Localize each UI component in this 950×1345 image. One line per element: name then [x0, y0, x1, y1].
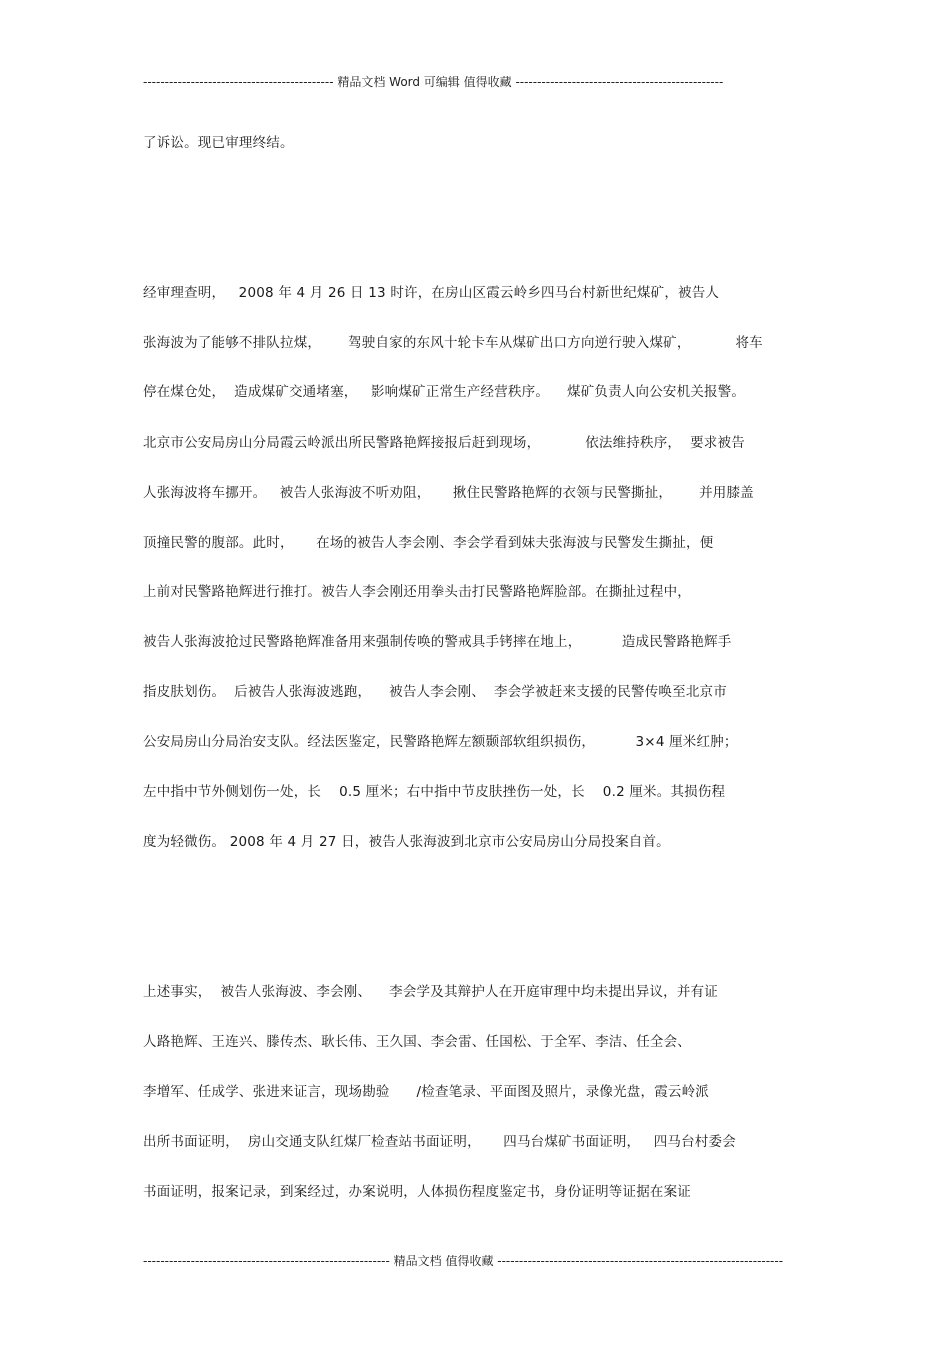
- text-line: 北京市公安局房山分局霞云岭派出所民警路艳辉接报后赶到现场， 依法维持秩序， 要求被告: [143, 435, 745, 451]
- text-line: 被告人张海波抢过民警路艳辉准备用来强制传唤的警戒具手铐摔在地上， 造成民警路艳辉手: [143, 634, 732, 650]
- text-line: 经审理查明， 2008 年 4 月 26 日 13 时许，在房山区霞云岭乡四马台村新世纪煤矿，被告人: [143, 285, 720, 301]
- text-line: 左中指中节外侧划伤一处，长 0.5 厘米；右中指中节皮肤挫伤一处，长 0.2 厘米。其损伤程: [143, 784, 726, 800]
- text-line: 了诉讼。现已审理终结。: [143, 135, 294, 151]
- text-line: 李增军、任成学、张进来证言，现场勘验 /检查笔录、平面图及照片，录像光盘，霞云岭派: [143, 1084, 709, 1100]
- text-line: 顶撞民警的腹部。此时， 在场的被告人李会刚、李会学看到妹夫张海波与民警发生撕扯，便: [143, 535, 714, 551]
- text-line: 人张海波将车挪开。 被告人张海波不听劝阻， 揪住民警路艳辉的衣领与民警撕扯， 并用膝盖: [143, 485, 754, 501]
- text-line: 上述事实， 被告人张海波、李会刚、 李会学及其辩护人在开庭审理中均未提出异议，并有证: [143, 984, 718, 1000]
- page-footer: --------------------------------------------------------- 精品文档 值得收藏 ------------------------------------------------------------------: [143, 1254, 784, 1268]
- text-line: 上前对民警路艳辉进行推打。被告人李会刚还用拳头击打民警路艳辉脸部。在撕扯过程中，: [143, 584, 691, 600]
- text-line: 停在煤仓处， 造成煤矿交通堵塞， 影响煤矿正常生产经营秩序。 煤矿负责人向公安机关报警。: [143, 384, 746, 400]
- text-line: 张海波为了能够不排队拉煤， 驾驶自家的东风十轮卡车从煤矿出口方向逆行驶入煤矿， 将车: [143, 335, 763, 351]
- text-line: 出所书面证明， 房山交通支队红煤厂检查站书面证明， 四马台煤矿书面证明， 四马台村委会: [143, 1134, 736, 1150]
- text-line: 公安局房山分局治安支队。经法医鉴定，民警路艳辉左额颞部软组织损伤， 3×4 厘米红肿；: [143, 734, 738, 750]
- page-header: -------------------------------------------- 精品文档 Word 可编辑 值得收藏 ------------------------------------------------: [143, 75, 724, 89]
- text-line: 指皮肤划伤。 后被告人张海波逃跑， 被告人李会刚、 李会学被赶来支援的民警传唤至北京市: [143, 684, 727, 700]
- text-line: 人路艳辉、王连兴、滕传杰、耿长伟、王久国、李会雷、任国松、于全军、李洁、任全会、: [143, 1034, 691, 1050]
- text-line: 书面证明，报案记录，到案经过，办案说明，人体损伤程度鉴定书，身份证明等证据在案证: [143, 1184, 691, 1200]
- text-line: 度为轻微伤。 2008 年 4 月 27 日，被告人张海波到北京市公安局房山分局投案自首。: [143, 834, 670, 850]
